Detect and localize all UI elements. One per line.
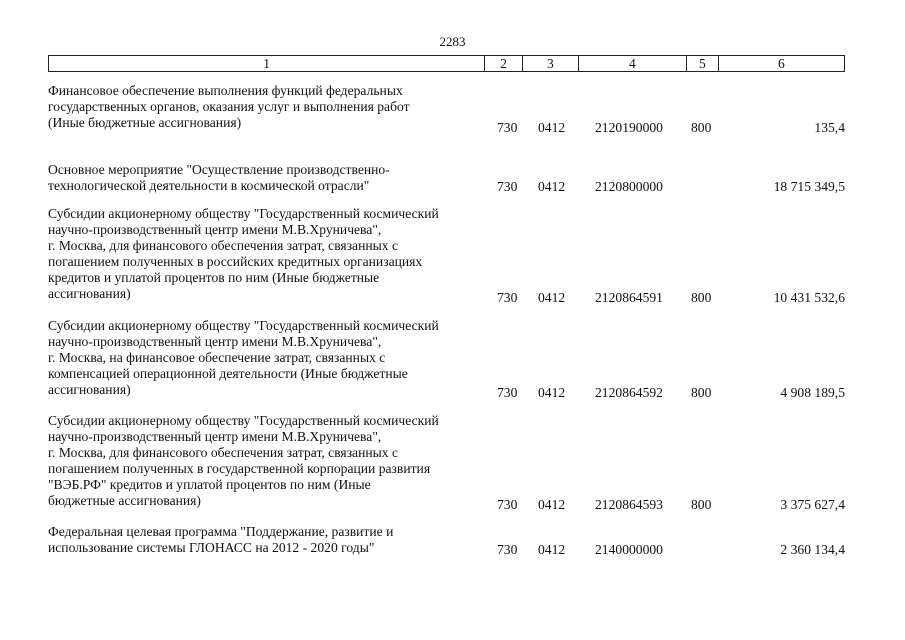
cell-ministry: 730 xyxy=(497,497,518,512)
cell-section: 0412 xyxy=(538,179,566,194)
desc-line: (Иные бюджетные ассигнования) xyxy=(48,115,242,130)
cell-section: 0412 xyxy=(538,120,566,135)
page-number: 2283 xyxy=(439,34,466,49)
cell-section: 0412 xyxy=(538,542,566,557)
cell-section: 0412 xyxy=(538,497,566,512)
desc-line: Субсидии акционерному обществу "Государственный космический xyxy=(48,413,439,428)
cell-ministry: 730 xyxy=(497,120,518,135)
table-row xyxy=(48,206,845,306)
cell-target-item: 2140000000 xyxy=(595,542,663,557)
desc-line: использование системы ГЛОНАСС на 2012 - 2020 годы" xyxy=(48,540,375,555)
desc-line: кредитов и уплатой процентов по ним (Иные бюджетные xyxy=(48,270,380,285)
row-description xyxy=(48,524,486,556)
header-col-6: 6 xyxy=(718,56,844,71)
cell-ministry: 730 xyxy=(497,290,518,305)
desc-line: компенсацией операционной деятельности (Иные бюджетные xyxy=(48,366,408,381)
row-description xyxy=(48,413,486,509)
desc-line: бюджетные ассигнования) xyxy=(48,493,201,508)
desc-line: Финансовое обеспечение выполнения функций федеральных xyxy=(48,83,403,98)
cell-target-item: 2120864591 xyxy=(595,290,663,305)
table-row xyxy=(48,83,845,137)
desc-line: государственных органов, оказания услуг и выполнения работ xyxy=(48,99,410,114)
desc-line: Федеральная целевая программа "Поддержание, развитие и xyxy=(48,524,394,539)
cell-amount: 135,4 xyxy=(814,120,845,135)
cell-target-item: 2120800000 xyxy=(595,179,663,194)
row-description xyxy=(48,318,486,398)
row-description xyxy=(48,206,486,302)
header-col-5: 5 xyxy=(686,56,718,71)
cell-amount: 4 908 189,5 xyxy=(780,385,845,400)
cell-expense-type: 800 xyxy=(691,290,712,305)
cell-amount: 10 431 532,6 xyxy=(773,290,845,305)
header-col-1: 1 xyxy=(263,56,270,71)
header-col-2: 2 xyxy=(484,56,522,71)
table-row xyxy=(48,524,845,560)
table-header xyxy=(48,55,845,72)
desc-line: погашением полученных в российских кредитных организациях xyxy=(48,254,423,269)
desc-line: научно-производственный центр имени М.В.Хруничева", xyxy=(48,334,382,349)
table-row xyxy=(48,413,845,513)
desc-line: Субсидии акционерному обществу "Государственный космический xyxy=(48,206,439,221)
cell-expense-type: 800 xyxy=(691,385,712,400)
cell-ministry: 730 xyxy=(497,542,518,557)
header-col-3: 3 xyxy=(522,56,578,71)
desc-line: технологической деятельности в космической отрасли" xyxy=(48,178,370,193)
cell-ministry: 730 xyxy=(497,385,518,400)
desc-line: научно-производственный центр имени М.В.Хруничева", xyxy=(48,429,382,444)
cell-ministry: 730 xyxy=(497,179,518,194)
header-col-4: 4 xyxy=(578,56,686,71)
desc-line: научно-производственный центр имени М.В.Хруничева", xyxy=(48,222,382,237)
table-row xyxy=(48,162,845,198)
desc-line: г. Москва, для финансового обеспечения затрат, связанных с xyxy=(48,445,399,460)
cell-expense-type: 800 xyxy=(691,497,712,512)
cell-amount: 3 375 627,4 xyxy=(780,497,845,512)
row-description xyxy=(48,83,486,131)
cell-target-item: 2120190000 xyxy=(595,120,663,135)
row-description xyxy=(48,162,486,194)
desc-line: ассигнования) xyxy=(48,382,131,397)
cell-expense-type: 800 xyxy=(691,120,712,135)
cell-section: 0412 xyxy=(538,385,566,400)
desc-line: г. Москва, для финансового обеспечения затрат, связанных с xyxy=(48,238,399,253)
desc-line: ассигнования) xyxy=(48,286,131,301)
desc-line: погашением полученных в государственной корпорации развития xyxy=(48,461,431,476)
cell-amount: 18 715 349,5 xyxy=(773,179,845,194)
cell-target-item: 2120864593 xyxy=(595,497,663,512)
table-row xyxy=(48,318,845,402)
desc-line: "ВЭБ.РФ" кредитов и уплатой процентов по ним (Иные xyxy=(48,477,371,492)
desc-line: Субсидии акционерному обществу "Государственный космический xyxy=(48,318,439,333)
desc-line: г. Москва, на финансовое обеспечение затрат, связанных с xyxy=(48,350,386,365)
cell-section: 0412 xyxy=(538,290,566,305)
cell-target-item: 2120864592 xyxy=(595,385,663,400)
desc-line: Основное мероприятие "Осуществление производственно- xyxy=(48,162,390,177)
cell-amount: 2 360 134,4 xyxy=(780,542,845,557)
